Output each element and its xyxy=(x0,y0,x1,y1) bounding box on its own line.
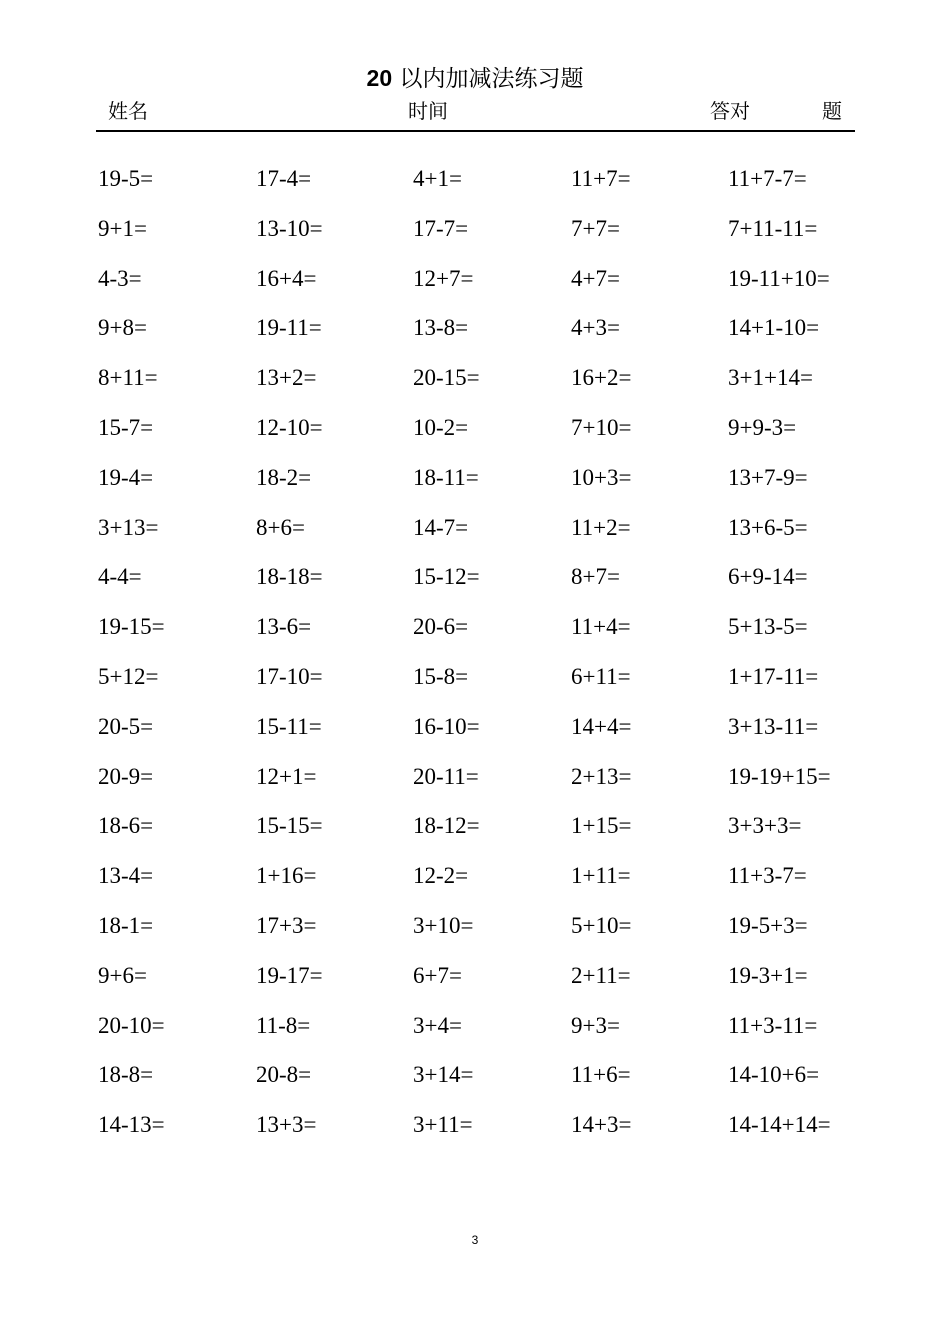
name-label: 姓名 xyxy=(108,99,148,123)
math-problem: 14+3= xyxy=(571,1112,632,1137)
math-problem: 3+14= xyxy=(413,1062,474,1087)
math-problem: 20-11= xyxy=(413,764,479,789)
math-problem: 18-18= xyxy=(256,564,323,589)
math-problem: 16-10= xyxy=(413,714,480,739)
math-problem: 14+1-10= xyxy=(728,315,820,340)
math-problem: 18-2= xyxy=(256,465,312,490)
math-problem: 20-8= xyxy=(256,1062,312,1087)
math-problem: 11+6= xyxy=(571,1062,631,1087)
math-problem: 1+16= xyxy=(256,863,317,888)
math-problem: 19-5+3= xyxy=(728,913,808,938)
math-problem: 11+3-7= xyxy=(728,863,807,888)
math-problem: 15-12= xyxy=(413,564,480,589)
math-problem: 12+1= xyxy=(256,764,317,789)
math-problem: 11+3-11= xyxy=(728,1013,818,1038)
math-problem: 18-6= xyxy=(98,813,154,838)
math-problem: 20-10= xyxy=(98,1013,165,1038)
math-problem: 16+4= xyxy=(256,266,317,291)
math-problem: 4+7= xyxy=(571,266,620,291)
math-problem: 17-7= xyxy=(413,216,469,241)
time-label: 时间 xyxy=(408,99,448,123)
math-problem: 1+15= xyxy=(571,813,632,838)
math-problem: 18-11= xyxy=(413,465,479,490)
math-problem: 10-2= xyxy=(413,415,469,440)
math-problem: 6+11= xyxy=(571,664,631,689)
math-problem: 18-8= xyxy=(98,1062,154,1087)
math-problem: 16+2= xyxy=(571,365,632,390)
math-problem: 8+7= xyxy=(571,564,620,589)
math-problem: 3+10= xyxy=(413,913,474,938)
math-problem: 1+17-11= xyxy=(728,664,819,689)
math-problem: 4+3= xyxy=(571,315,620,340)
math-problem: 9+8= xyxy=(98,315,147,340)
math-problem: 4+1= xyxy=(413,166,462,191)
math-problem: 13-8= xyxy=(413,315,469,340)
title-text: 以内加减法练习题 xyxy=(399,66,584,92)
math-problem: 14-7= xyxy=(413,515,469,540)
math-problem: 3+13= xyxy=(98,515,159,540)
math-problem: 2+13= xyxy=(571,764,632,789)
math-problem: 19-4= xyxy=(98,465,154,490)
math-problem: 11+7-7= xyxy=(728,166,807,191)
math-problem: 7+7= xyxy=(571,216,620,241)
math-problem: 19-3+1= xyxy=(728,963,808,988)
math-problem: 3+3+3= xyxy=(728,813,802,838)
math-problem: 7+11-11= xyxy=(728,216,818,241)
math-problem: 6+9-14= xyxy=(728,564,808,589)
math-problem: 19-11= xyxy=(256,315,322,340)
math-problem: 11+2= xyxy=(571,515,631,540)
math-problem: 12+7= xyxy=(413,266,474,291)
math-problem: 12-10= xyxy=(256,415,323,440)
math-problem: 17-10= xyxy=(256,664,323,689)
page-number: 3 xyxy=(471,1233,479,1247)
math-problem: 3+11= xyxy=(413,1112,473,1137)
math-problem: 8+11= xyxy=(98,365,158,390)
math-problem: 14-13= xyxy=(98,1112,165,1137)
math-problem: 11+7= xyxy=(571,166,631,191)
math-problem: 15-8= xyxy=(413,664,469,689)
math-problem: 20-15= xyxy=(413,365,480,390)
math-problem: 9+6= xyxy=(98,963,147,988)
math-problem: 19-17= xyxy=(256,963,323,988)
math-problem: 13-10= xyxy=(256,216,323,241)
math-problem: 13-4= xyxy=(98,863,154,888)
math-problem: 3+1+14= xyxy=(728,365,813,390)
math-problem: 20-6= xyxy=(413,614,469,639)
math-problem: 6+7= xyxy=(413,963,462,988)
math-problem: 13+3= xyxy=(256,1112,317,1137)
math-problem: 19-11+10= xyxy=(728,266,830,291)
math-problem: 1+11= xyxy=(571,863,631,888)
math-problem: 7+10= xyxy=(571,415,632,440)
math-problem: 13-6= xyxy=(256,614,312,639)
math-problem: 14-10+6= xyxy=(728,1062,820,1087)
correct-label: 答对 xyxy=(710,99,750,123)
math-problem: 5+13-5= xyxy=(728,614,808,639)
questions-label: 题 xyxy=(822,99,842,123)
math-problem: 13+6-5= xyxy=(728,515,808,540)
math-problem: 9+1= xyxy=(98,216,147,241)
math-problem: 14+4= xyxy=(571,714,632,739)
math-problem: 2+11= xyxy=(571,963,631,988)
math-problem: 3+13-11= xyxy=(728,714,819,739)
math-problem: 13+2= xyxy=(256,365,317,390)
math-problem: 15-11= xyxy=(256,714,322,739)
math-problem: 10+3= xyxy=(571,465,632,490)
math-problem: 9+9-3= xyxy=(728,415,797,440)
math-problem: 12-2= xyxy=(413,863,469,888)
math-problem: 3+4= xyxy=(413,1013,462,1038)
math-problem: 11+4= xyxy=(571,614,631,639)
math-problem: 4-4= xyxy=(98,564,142,589)
math-problem: 17-4= xyxy=(256,166,312,191)
math-problem: 19-19+15= xyxy=(728,764,831,789)
math-problem: 5+10= xyxy=(571,913,632,938)
math-problem: 8+6= xyxy=(256,515,305,540)
math-problem: 4-3= xyxy=(98,266,142,291)
math-problem: 20-5= xyxy=(98,714,154,739)
math-problem: 11-8= xyxy=(256,1013,311,1038)
math-problem: 13+7-9= xyxy=(728,465,808,490)
math-problem: 18-12= xyxy=(413,813,480,838)
math-problem: 20-9= xyxy=(98,764,154,789)
math-problem: 15-7= xyxy=(98,415,154,440)
math-problem: 5+12= xyxy=(98,664,159,689)
math-problem: 18-1= xyxy=(98,913,154,938)
title-number: 20 xyxy=(366,65,393,91)
math-problem: 9+3= xyxy=(571,1013,620,1038)
math-problem: 19-5= xyxy=(98,166,154,191)
math-problem: 17+3= xyxy=(256,913,317,938)
math-problem: 19-15= xyxy=(98,614,165,639)
math-problem: 14-14+14= xyxy=(728,1112,831,1137)
math-problem: 15-15= xyxy=(256,813,323,838)
